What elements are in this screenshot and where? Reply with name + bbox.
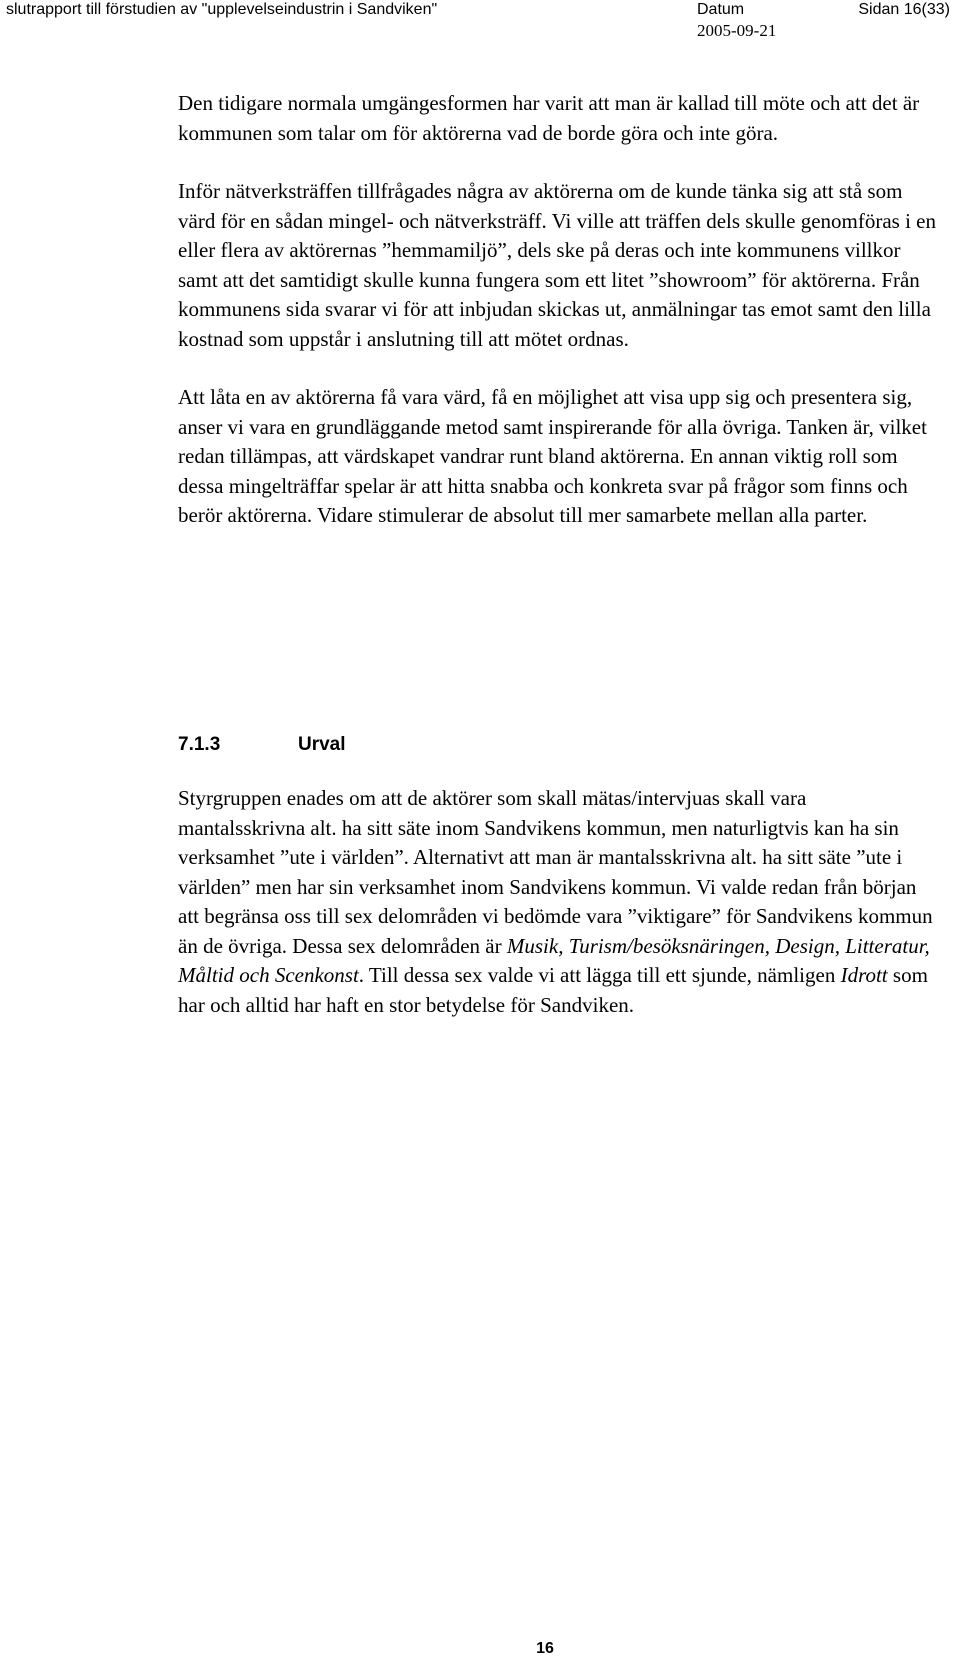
body-text	[178, 89, 938, 531]
document-title: slutrapport till förstudien av "upplevelseindustrin i Sandviken"	[6, 1, 438, 18]
section-paragraph	[178, 784, 938, 1020]
page-header	[0, 0, 960, 50]
date-label: Datum	[697, 1, 745, 18]
section-text-3: som har och alltid har haft en stor betydelse för Sandviken.	[178, 963, 928, 1017]
paragraph-3: Att låta en av aktörerna få vara värd, få en möjlighet att visa upp sig och presentera sig, anser vi vara en grundläggande metod samt inspirerande för alla övriga. Tanken är, vilket redan tillämpas, att värdskapet vandrar runt bland aktörerna. En annan viktig roll som dessa mingelträffar spelar är att hitta snabba och konkreta svar på frågor som finns och berör aktörerna. Vidare stimulerar de absolut till mer samarbete mellan alla parter.	[178, 385, 927, 527]
section-number: 7.1.3	[178, 734, 221, 755]
date-value: 2005-09-21	[697, 21, 777, 40]
date-block	[697, 1, 776, 41]
section-text-1: Styrgruppen enades om att de aktörer som skall mätas/intervjuas skall vara mantalsskrivna alt. ha sitt säte inom Sandvikens kommun, men naturligtvis kan ha sin verksamhet ”ute i världen”. Alternativt att man är mantalsskrivna alt. ha sitt säte ”ute i världen” men har sin verksamhet inom Sandvikens kommun. Vi valde redan från början att begränsa oss till sex delområden vi bedömde vara ”viktigare” för Sandvikens kommun än de övriga. Dessa sex delområden är	[178, 786, 933, 958]
footer-page-number: 16	[536, 1640, 554, 1657]
section-heading	[178, 734, 346, 756]
section-italic-1: Musik, Turism/besöksnäringen, Design, Litteratur, Måltid och Scenkonst	[178, 933, 930, 987]
page-indicator: Sidan 16(33)	[858, 1, 950, 18]
section-body	[178, 784, 938, 1020]
section-title: Urval	[298, 734, 346, 755]
paragraph-2: Inför nätverksträffen tillfrågades några av aktörerna om de kunde tänka sig att stå som värd för en sådan mingel- och nätverksträff. Vi ville att träffen dels skulle genomföras i en eller flera av aktörernas ”hemmamiljö”, dels ske på deras och inte kommunens villkor samt att det samtidigt skulle kunna fungera som ett litet ”showroom” för aktörerna. Från kommunens sida svarar vi för att inbjudan skickas ut, anmälningar tas emot samt den lilla kostnad som uppstår i anslutning till att mötet ordnas.	[178, 179, 936, 351]
paragraph-1: Den tidigare normala umgängesformen har varit att man är kallad till möte och att det är kommunen som talar om för aktörerna vad de borde göra och inte göra.	[178, 91, 920, 145]
section-text-2: . Till dessa sex valde vi att lägga till ett sjunde, nämligen	[358, 963, 841, 987]
section-italic-2: Idrott	[840, 963, 888, 987]
